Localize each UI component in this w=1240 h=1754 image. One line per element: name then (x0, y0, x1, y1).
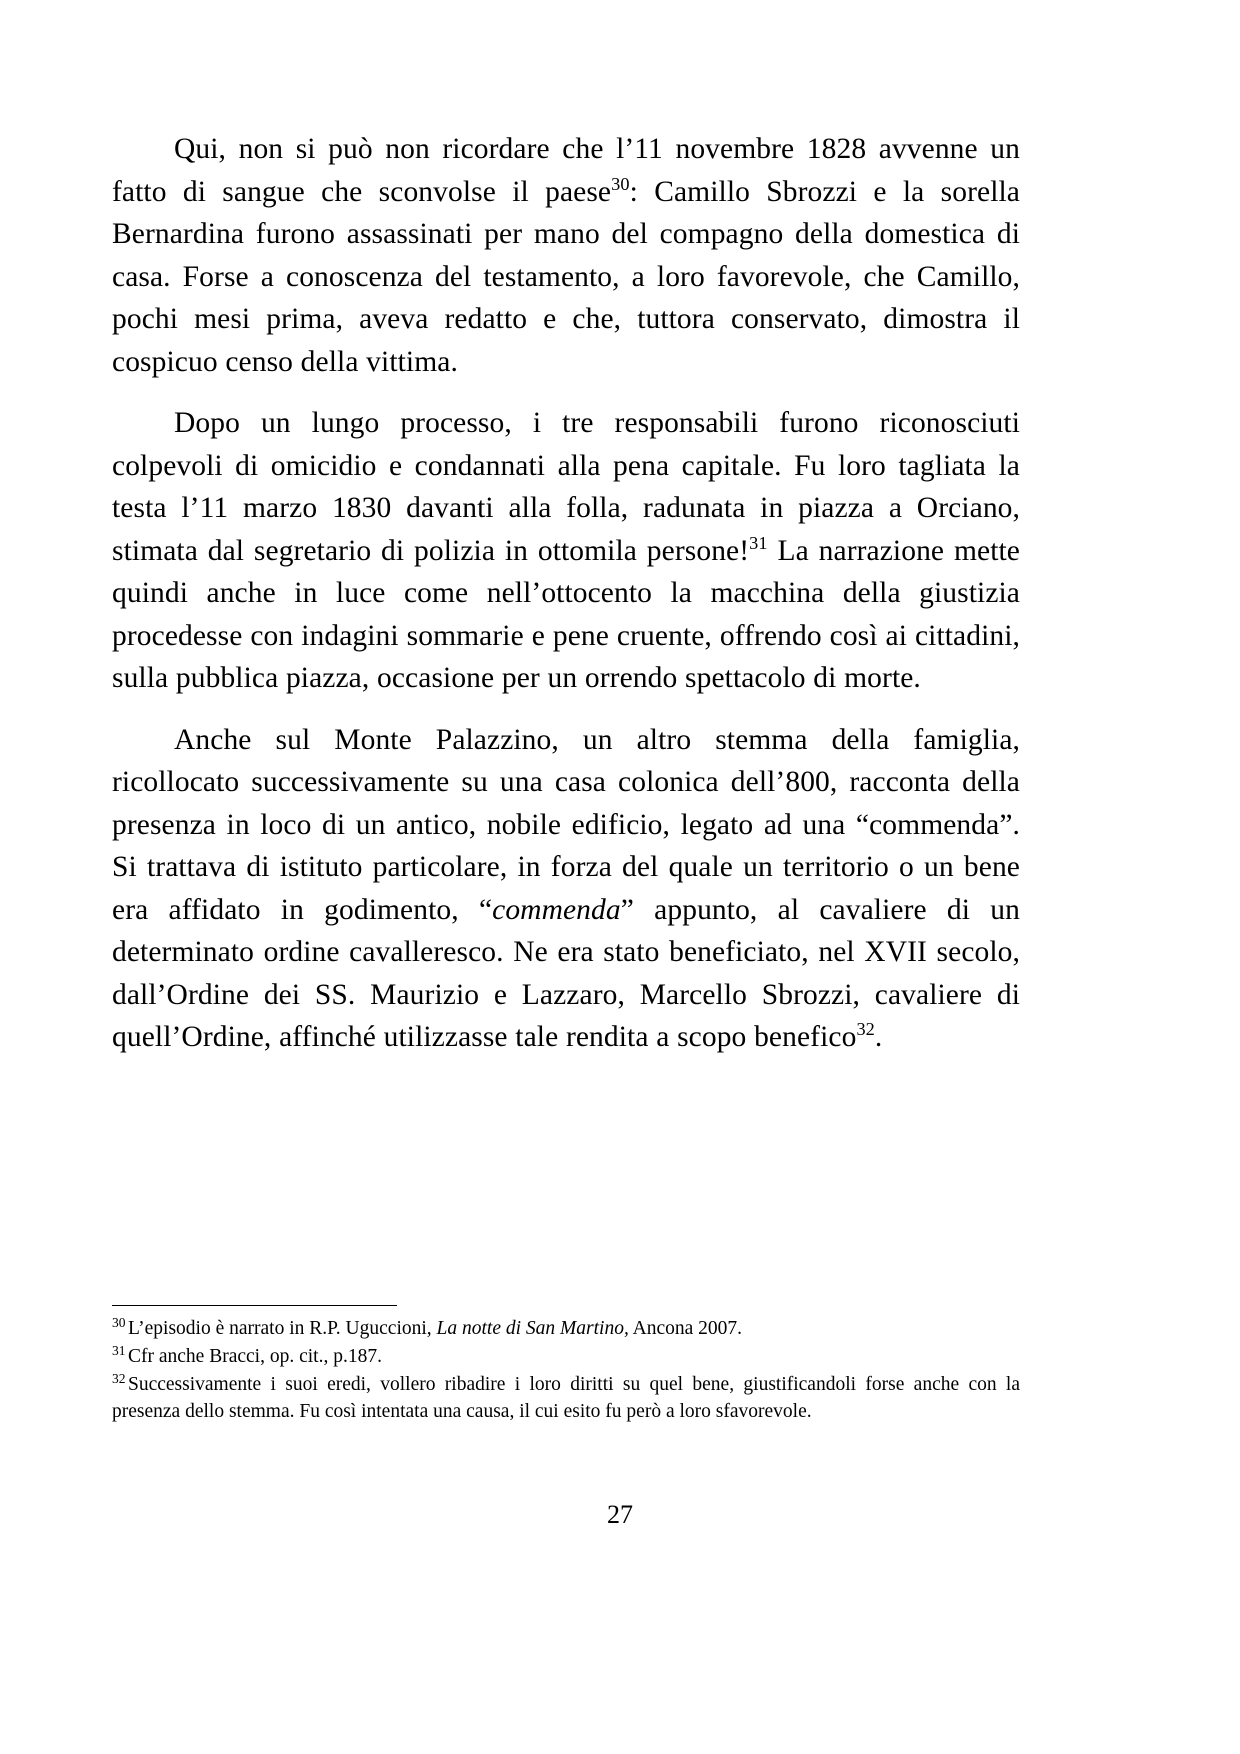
footnote-30 (112, 1315, 1020, 1342)
footnote-32 (112, 1371, 1020, 1425)
footnote-30-number: 30 (112, 1314, 126, 1330)
paragraph-3-text-part-3: . (874, 1021, 883, 1053)
paragraph-3-text-part-1: Anche sul Monte Palazzino, un altro stemma della famiglia, ricollocato successivamente su una casa colonica dell’800, racconta della presenza in loco di un antico, nobile edificio, legato ad una “commenda”. Si trattava di istituto particolare, in forza del quale un territorio o un bene era affidato in godimento, “ (112, 723, 1020, 926)
footnote-30-text-part-2: Ancona 2007. (628, 1318, 743, 1339)
footnote-ref-30[interactable]: 30 (611, 173, 630, 194)
paragraph-3-text-part-2: ” appunto, al cavaliere di un determinato ordine cavalleresco. Ne era stato beneficiato, nel XVII secolo, dall’Ordine dei SS. Maurizio e Lazzaro, Marcello Sbrozzi, cavaliere di quell’Ordine, affinché utilizzasse tale rendita a scopo benefico (112, 893, 1020, 1053)
footnote-31 (112, 1343, 1020, 1370)
footnote-ref-32[interactable]: 32 (856, 1019, 875, 1040)
footnote-30-text-part-1: L’episodio è narrato in R.P. Uguccioni, (128, 1318, 437, 1339)
footnote-31-number: 31 (112, 1342, 126, 1358)
footnote-31-text-part-1: Cfr anche Bracci, op. cit., p.187. (128, 1346, 382, 1367)
paragraph-2-text-before-ref: Dopo un lungo processo, i tre responsabili furono riconosciuti colpevoli di omicidio e condannati alla pena capitale. Fu loro tagliata la testa l’11 marzo 1830 davanti alla folla, radunata in piazza a Orciano, stimata dal segretario di polizia in ottomila persone! (112, 407, 1020, 567)
paragraph-3-italic-term: commenda (492, 893, 621, 926)
footnote-ref-31[interactable]: 31 (749, 532, 768, 553)
footnote-32-text-part-1: Successivamente i suoi eredi, vollero ribadire i loro diritti su quel bene, giustificandoli forse anche con la presenza dello stemma. Fu così intentata una causa, il cui esito fu però a loro sfavorevole. (112, 1374, 1020, 1422)
paragraph-1-text-after-ref: : Camillo Sbrozzi e la sorella Bernardina furono assassinati per mano del compagno della domestica di casa. Forse a conoscenza del testamento, a loro favorevole, che Camillo, pochi mesi prima, aveva redatto e che, tuttora conservato, dimostra il cospicuo censo della vittima. (112, 175, 1020, 378)
page-number: 27 (607, 1500, 633, 1529)
paragraph-1 (112, 128, 1020, 383)
footnote-30-italic-title: La notte di San Martino, (436, 1318, 629, 1339)
footnote-separator-rule (112, 1305, 397, 1306)
footnote-32-number: 32 (112, 1370, 126, 1386)
paragraph-2 (112, 402, 1020, 700)
paragraph-3 (112, 719, 1020, 1059)
paragraph-1-text-before-ref: Qui, non si può non ricordare che l’11 novembre 1828 avvenne un fatto di sangue che sconvolse il paese (112, 133, 1020, 208)
footnote-section (112, 1305, 1020, 1426)
paragraph-2-text-after-ref: La narrazione mette quindi anche in luce come nell’ottocento la macchina della giustizia procedesse con indagini sommarie e pene cruente, offrendo così ai cittadini, sulla pubblica piazza, occasione per un orrendo spettacolo di morte. (112, 534, 1020, 694)
page-body-text (112, 128, 1020, 1059)
